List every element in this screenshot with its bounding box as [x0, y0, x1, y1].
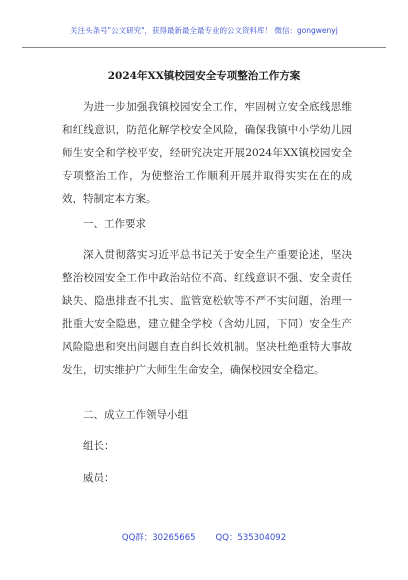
footer-qq-group: QQ群：30265665 — [121, 533, 196, 543]
document-title: 2024年XX镇校园安全专项整治工作方案 — [107, 70, 301, 82]
header-divider — [22, 47, 386, 48]
footer-qq-contact: QQ：535304092 — [215, 533, 287, 543]
intro-paragraph: 为进一步加强我镇校园安全工作，牢固树立安全底线思维和红线意识，防范化解学校安全风险，确保我镇中小学幼儿园师生安全和学校平安，经研究决定开展2024年XX镇校园安全专项整治工作，为使整治工作顺利开展并取得实实在在的成效，特制定本方案。 — [62, 101, 352, 205]
section-heading-requirements: 一、工作要求 — [83, 218, 146, 230]
member-label: 威员： — [83, 472, 115, 484]
leader-label: 组长： — [83, 440, 115, 452]
requirements-paragraph: 深入贯彻落实习近平总书记关于安全生产重要论述，坚决整治校园安全工作中政治站位不高、红线意识不强、安全责任缺失、隐患排查不扎实、监管宽松软等不严不实问题，治理一批重大安全隐患，建立健全学校（含幼儿园，下同）安全生产风险隐患和突出问题自查自纠长效机制。坚决杜绝重特大事故发生，切实维护广大师生生命安全，确保校园安全稳定。 — [62, 249, 352, 376]
header-banner: 关注头条号"公文研究"，获得最新最全最专业的公文资料库！ 微信：gongwenyj — [70, 26, 338, 35]
footer-contact — [0, 531, 408, 543]
section-heading-leadership-group: 二、成立工作领导小组 — [83, 409, 188, 421]
